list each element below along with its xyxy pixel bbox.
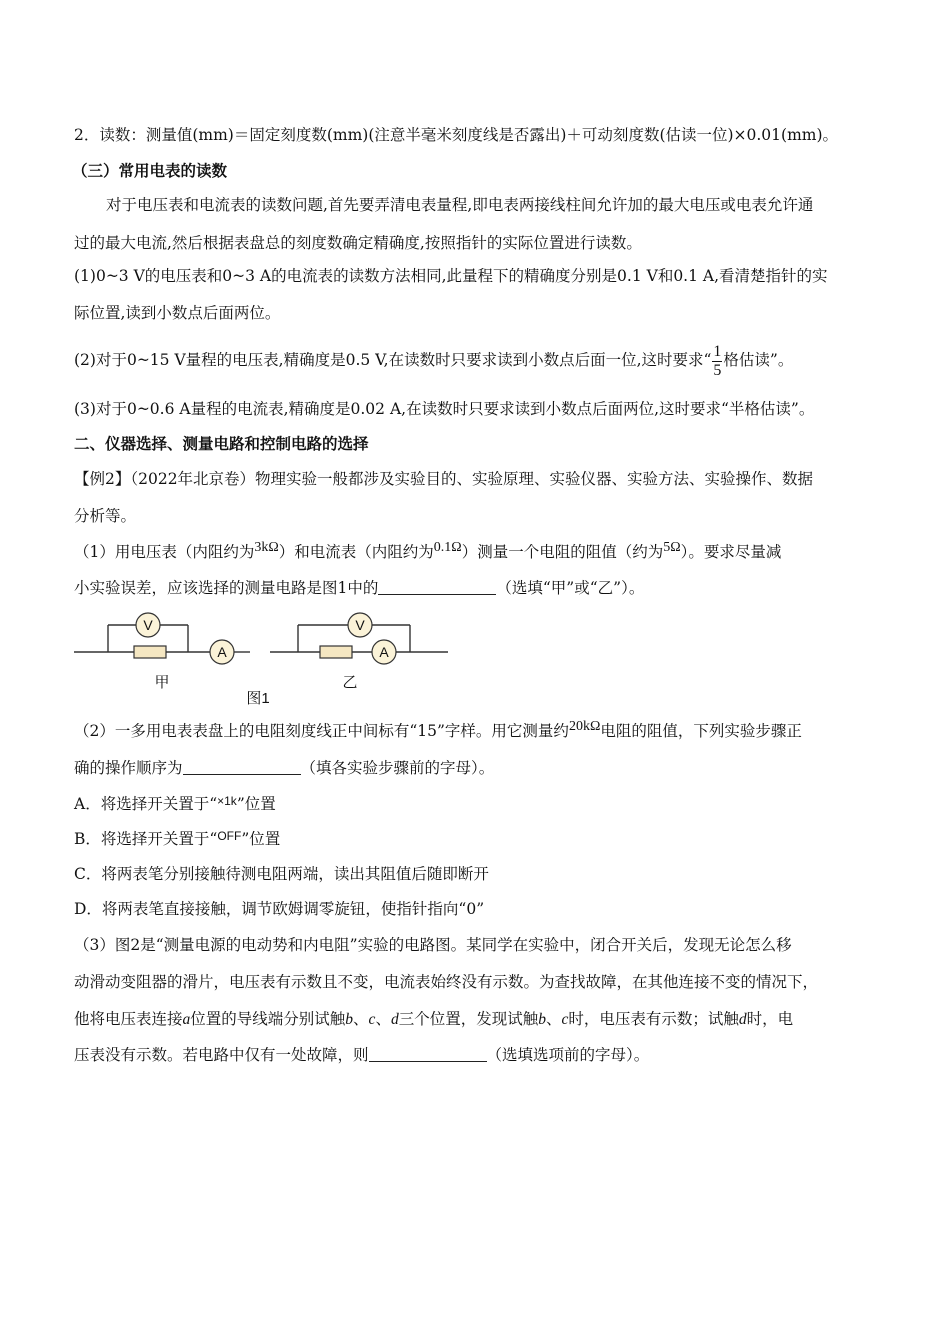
text: 他将电压表连接 (74, 1010, 183, 1028)
text: 时，电 (746, 1010, 794, 1028)
circuit-label-yi: 乙 (342, 674, 358, 691)
math-off: OFF (217, 829, 242, 843)
text: 、 (545, 1010, 562, 1028)
voltmeter-label: V (355, 617, 365, 633)
text: 三个位置，发现试触 (398, 1010, 539, 1028)
math-20kohm: 20kΩ (568, 719, 601, 734)
reading-rule-line (74, 124, 838, 146)
question-1-line (74, 577, 644, 599)
question-1-line (74, 541, 781, 565)
text: 2．读数：测量值(mm)＝固定刻度数(mm)(注意半毫米刻度线是否露出)＋可动刻度数(估读一位)×0.01(mm)。 (74, 126, 839, 144)
paragraph-line (74, 265, 828, 287)
text: （三）常用电表的读数 (72, 161, 228, 180)
text: (3)对于0~0.6 A量程的电流表,精确度是0.02 A,在读数时只要求读到小数点后面两位,这时要求“半格估读”。 (74, 400, 815, 418)
var-d: d (390, 1011, 399, 1028)
var-a: a (182, 1011, 191, 1028)
text: 、 (375, 1010, 391, 1028)
example-line (74, 468, 813, 490)
figure-1-circuits (70, 605, 460, 710)
text: (2)对于0~15 V量程的电压表,精确度是0.5 V,在读数时只要求读到小数点后面一位,这时要求“ (74, 351, 712, 369)
paragraph-line (74, 398, 814, 420)
fraction-one-fifth (712, 343, 722, 380)
section-heading-instrument-selection (74, 433, 369, 455)
paragraph-line (74, 342, 793, 380)
var-c: c (561, 1011, 569, 1028)
text: 位置的导线端分别试触 (190, 1010, 346, 1028)
text: （选填“甲”或“乙”）。 (496, 579, 645, 597)
text: ”位置 (241, 830, 281, 848)
example-line (74, 505, 136, 527)
denominator: 5 (713, 361, 722, 379)
answer-blank[interactable] (183, 760, 301, 775)
text: 际位置,读到小数点后面两位。 (74, 304, 281, 322)
voltmeter-right (348, 613, 372, 637)
math-0.1ohm: 0.1Ω (433, 540, 462, 555)
voltmeter-label: V (143, 617, 153, 633)
text: （3）图2是“测量电源的电动势和内电阻”实验的电路图。某同学在实验中，闭合开关后，发现无论怎么移 (74, 936, 792, 954)
question-3-line (74, 1044, 649, 1066)
question-2-line (74, 720, 802, 744)
text: D．将两表笔直接接触，调节欧姆调零旋钮，使指针指向“0” (74, 900, 485, 918)
question-3-line (74, 1008, 793, 1031)
var-d: d (738, 1011, 747, 1028)
text: 分析等。 (74, 507, 137, 525)
voltmeter-left (136, 613, 160, 637)
question-2-line (74, 757, 494, 779)
text: ）和电流表（内阻约为 (278, 543, 434, 561)
answer-blank[interactable] (378, 580, 496, 595)
text: （填各实验步骤前的字母）。 (300, 759, 495, 777)
resistor-right (320, 646, 352, 658)
question-3-line (74, 934, 792, 956)
ammeter-label: A (217, 644, 227, 660)
text: 过的最大电流,然后根据表盘总的刻度数确定精确度,按照指针的实际位置进行读数。 (74, 234, 642, 252)
text: 二、仪器选择、测量电路和控制电路的选择 (74, 434, 369, 453)
option-d (74, 898, 484, 920)
math-3kohm: 3kΩ (254, 540, 279, 555)
text: 时，电压表有示数；试触 (568, 1010, 739, 1028)
var-c: c (368, 1011, 376, 1028)
circuit-label-jia: 甲 (154, 674, 170, 691)
ammeter-right (372, 640, 396, 664)
text: 确的操作顺序为 (74, 759, 183, 777)
numerator: 1 (713, 342, 722, 360)
ammeter-label: A (379, 644, 389, 660)
text: ”位置 (236, 795, 276, 813)
answer-blank[interactable] (369, 1047, 487, 1062)
text: ）。要求尽量减 (680, 543, 782, 561)
option-a (74, 793, 276, 816)
text: 电阻的阻值，下列实验步骤正 (600, 722, 802, 740)
option-c (74, 863, 489, 885)
text: 动滑动变阻器的滑片，电压表有示数且不变，电流表始终没有示数。为查找故障，在其他连接不变的情况下， (74, 973, 819, 991)
text: B．将选择开关置于“ (74, 830, 218, 848)
text: （2）一多用电表表盘上的电阻刻度线正中间标有“15”字样。用它测量约 (74, 722, 569, 740)
question-3-line (74, 971, 818, 993)
text: （选填选项前的字母）。 (486, 1046, 650, 1064)
figure-caption: 图1 (246, 690, 270, 707)
math-x1k: ×1k (217, 794, 237, 808)
text: ）测量一个电阻的阻值（约为 (461, 543, 664, 561)
var-b: b (345, 1011, 354, 1028)
var-b: b (538, 1011, 546, 1028)
section-heading-meter-reading (72, 160, 227, 182)
text: 小实验误差，应该选择的测量电路是图1中的 (74, 579, 379, 597)
text: (1)0~3 V的电压表和0~3 A的电流表的读数方法相同,此量程下的精确度分别是0.1 V和0.1 A,看清楚指针的实 (74, 267, 828, 285)
paragraph-line (74, 302, 280, 324)
ammeter-left (210, 640, 234, 664)
text: 对于电压表和电流表的读数问题,首先要弄清电表量程,即电表两接线柱间允许加的最大电压或电表允许通 (106, 196, 814, 214)
text: 格估读”。 (723, 351, 794, 369)
resistor-left (134, 646, 166, 658)
text: （1）用电压表（内阻约为 (74, 543, 255, 561)
math-5ohm: 5Ω (663, 540, 681, 555)
paragraph-line (106, 194, 813, 216)
text: 压表没有示数。若电路中仅有一处故障，则 (74, 1046, 369, 1064)
text: 【例2】（2022年北京卷）物理实验一般都涉及实验目的、实验原理、实验仪器、实验方法、实验操作、数据 (74, 470, 814, 488)
option-b (74, 828, 280, 851)
text: C．将两表笔分别接触待测电阻两端，读出其阻值后随即断开 (74, 865, 489, 883)
paragraph-line (74, 232, 642, 254)
text: 、 (353, 1010, 369, 1028)
text: A．将选择开关置于“ (74, 795, 218, 813)
